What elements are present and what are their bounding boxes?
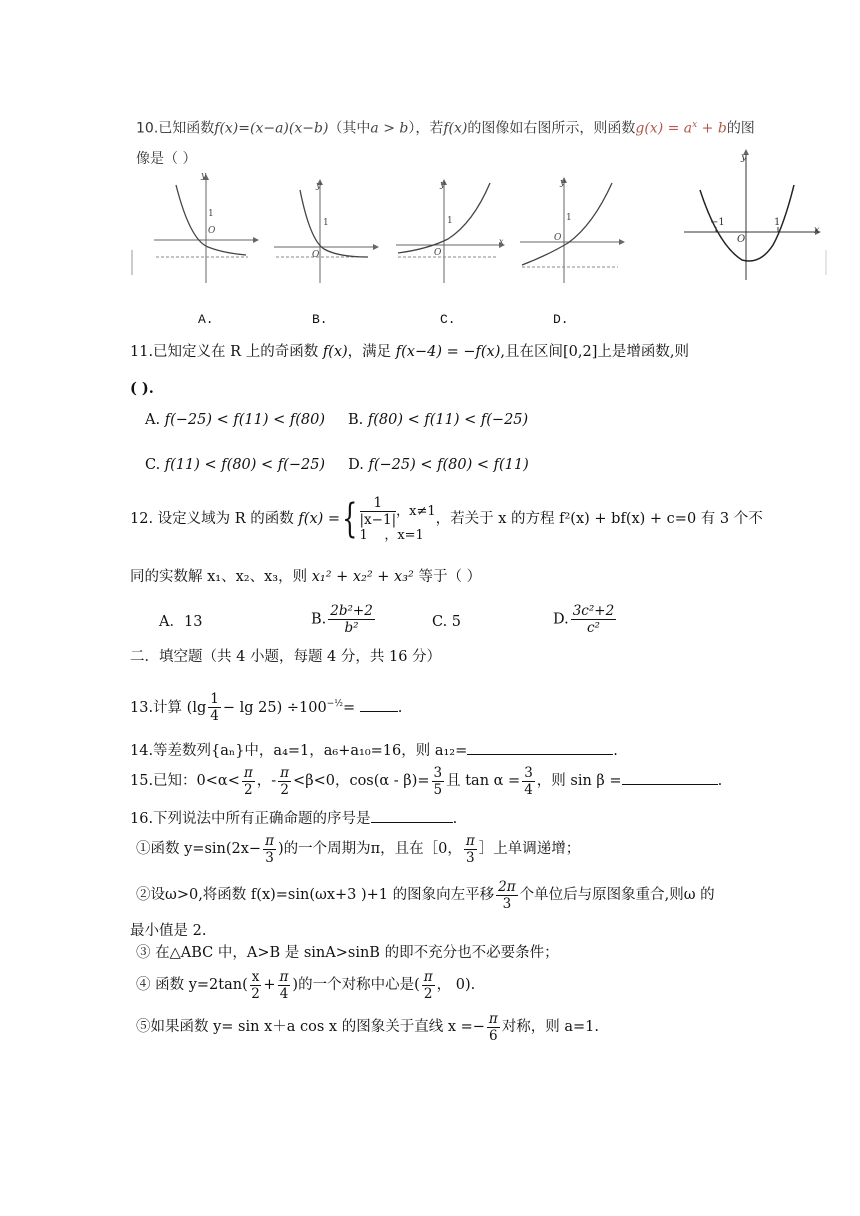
q10-option-d[interactable]: D. — [553, 312, 569, 327]
svg-text:x: x — [499, 237, 504, 246]
svg-text:−1: −1 — [710, 217, 725, 228]
q16-statement-5: ⑤如果函数 y= sin x＋a cos x 的图象关于直线 x =− $\frac{\pi}{6}$ 对称，则 a=1. — [136, 1010, 600, 1044]
svg-text:1: 1 — [774, 217, 781, 228]
svg-text:1: 1 — [447, 216, 453, 226]
q16-statement-3: ③ 在△ABC 中，A>B 是 sinA>sinB 的即不充分也不必要条件； — [136, 945, 559, 961]
q12-piecewise: $\frac{1}{|x-1|}$ ，x≠1 1 ，x=1 — [359, 494, 436, 543]
q12-option-b[interactable]: B. $\frac{\text{2b²+2}}{\text{b²}}$ — [311, 603, 373, 636]
q12-option-c[interactable]: C. 5 — [432, 614, 462, 630]
svg-text:y: y — [741, 152, 747, 163]
q11-option-d[interactable]: D. f(−25) < f(80) < f(11) — [348, 457, 529, 473]
q15-answer-blank[interactable] — [622, 770, 718, 785]
q11-option-b[interactable]: B. f(80) < f(11) < f(−25) — [348, 412, 529, 428]
svg-text:y: y — [440, 180, 446, 190]
q16-statement-2-cont: 最小值是 2. — [130, 923, 207, 939]
q11-options-row2 — [145, 456, 529, 474]
option-b-graph — [274, 180, 378, 283]
q12-stem: 12. 设定义域为 R 的函数 f(x) ={ $\frac{1}{|x-1|}$ ，x≠1 1 ，x=1 ，若关于 x 的方程 f²(x) + bf(x) + c=0 有 3 个不 — [130, 494, 763, 543]
svg-text:O: O — [737, 234, 746, 245]
q13-answer-blank[interactable] — [360, 697, 398, 712]
svg-text:x: x — [814, 225, 820, 236]
reference-parabola-graph — [684, 150, 820, 280]
q10-stem-line1: 10.已知函数f(x)=(x−a)(x−b)（其中a > b），若f(x)的图像如右图所示，则函数$g(x) = a^x + b$的图 — [136, 120, 755, 137]
q14: 14.等差数列{aₙ}中，a₄=1，a₆+a₁₀=16，则 a₁₂= . — [130, 740, 618, 760]
q15: 15.已知：0<α< $\frac{\pi}{2}$ ，- $\frac{\pi}{2}$ <β<0，cos(α - β)= $\frac{3}{5}$ 且 tan α = $\frac{3}{4}$ ，则 sin β = . — [130, 764, 723, 798]
q10-graphs-strip — [128, 145, 828, 285]
q16-statement-4: ④ 函数 y=2tan( $\frac{x}{2}$ + $\frac{\pi}{4}$ )的一个对称中心是( $\frac{\pi}{2}$ ， 0). — [136, 968, 476, 1002]
q11-option-c[interactable]: C. f(11) < f(80) < f(−25) — [145, 457, 326, 473]
q14-answer-blank[interactable] — [467, 740, 613, 755]
q11-options-row1 — [145, 411, 528, 429]
q16-stem: 16.下列说法中所有正确命题的序号是 . — [130, 808, 457, 828]
option-d-graph — [520, 178, 624, 283]
svg-text:1: 1 — [323, 218, 329, 228]
q16-answer-blank[interactable] — [371, 808, 453, 823]
q10-stem-line2: 像是（ ） — [136, 151, 197, 167]
svg-text:y: y — [560, 178, 566, 188]
q16-statement-2: ②设ω>0,将函数 f(x)=sin(ωx+3 )+1 的图象向左平移 $\frac{2\pi}{3}$ 个单位后与原图象重合,则ω 的 — [136, 878, 715, 912]
svg-text:O: O — [434, 248, 442, 258]
q11-option-a[interactable]: A. f(−25) < f(11) < f(80) — [145, 412, 325, 428]
q10-option-c[interactable]: C. — [440, 312, 456, 327]
q13: 13.计算 (lg $\frac{1}{4}$ − $\lg 25) \div 100^{-\frac{1}{2}}=$ . — [130, 691, 403, 725]
svg-text:1: 1 — [208, 209, 214, 219]
svg-text:1: 1 — [566, 213, 572, 223]
option-a-graph — [154, 171, 258, 283]
q10-option-b[interactable]: B. — [312, 312, 328, 327]
q12-option-d[interactable]: D. $\frac{\text{3c²+2}}{\text{c²}}$ — [553, 603, 615, 636]
q10-option-a[interactable]: A. — [198, 312, 214, 327]
svg-text:y: y — [201, 171, 207, 181]
q12-line2: 同的实数解 x₁、x₂、x₃，则 x₁² + x₂² + x₃² 等于（ ） — [130, 569, 482, 585]
svg-text:O: O — [554, 233, 562, 243]
section-2-heading: 二．填空题（共 4 小题，每题 4 分，共 16 分） — [130, 649, 442, 665]
option-c-graph — [396, 180, 504, 283]
svg-text:O: O — [312, 250, 320, 260]
q11-stem: 11.已知定义在 R 上的奇函数 f(x)，满足 f(x−4) = −f(x),且在区间[0,2]上是增函数,则 — [130, 344, 689, 360]
svg-text:O: O — [208, 226, 216, 236]
svg-text:y: y — [316, 181, 322, 191]
q12-option-a[interactable]: A．13 — [159, 614, 203, 630]
q11-answer-paren: ( ). — [130, 380, 154, 397]
q16-statement-1: ①函数 y=sin(2x− $\frac{\pi}{3}$ )的一个周期为π，且在［0， $\frac{\pi}{3}$ ］上单调递增； — [136, 832, 581, 866]
